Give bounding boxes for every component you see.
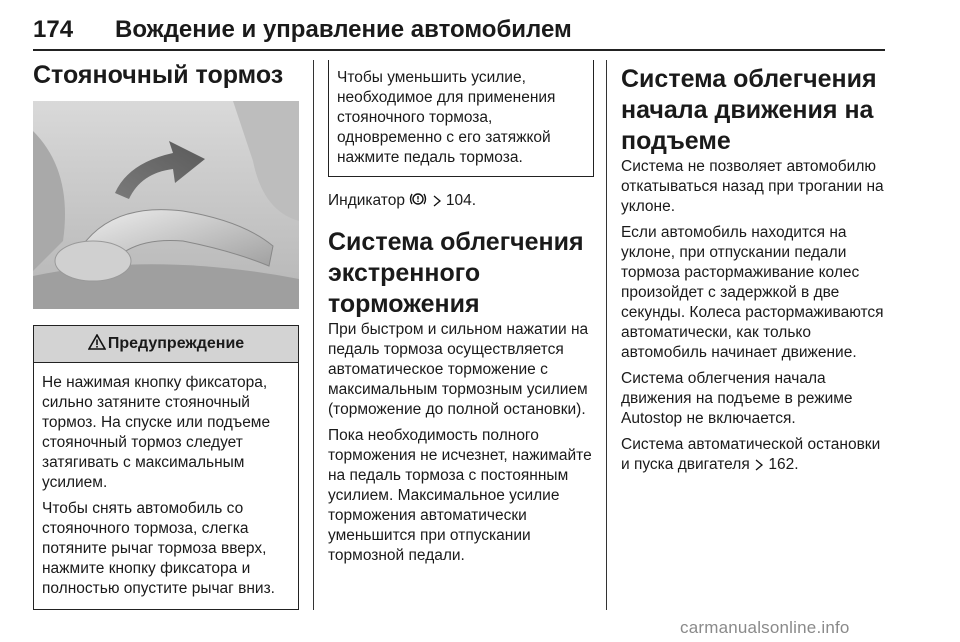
brake-warning-icon (409, 191, 427, 213)
parking-brake-lever-icon (33, 101, 299, 309)
watermark: carmanualsonline.info (680, 618, 850, 637)
page-number: 174 (33, 16, 74, 43)
warning-header (34, 326, 298, 363)
page-reference-icon (754, 457, 764, 477)
header-rule (33, 49, 885, 51)
warning-paragraph: Чтобы снять автомобиль со стояночного тормоза, слегка потяните рычаг тормоза вверх, нажмите кнопку фиксатора и полностью опустите рычаг вниз. (42, 500, 275, 597)
section-title-hill-start: Система облегчения начала движения на подъеме (621, 65, 877, 155)
page-header (33, 10, 885, 50)
warning-title: Предупреждение (107, 335, 245, 352)
column-3 (621, 60, 887, 477)
warning-paragraph: Не нажимая кнопку фиксатора, сильно затяните стояночный тормоз. На спуске или подъеме стояночный тормоз следует затягивать с максимальным усилием. (42, 374, 271, 491)
column-divider-2 (606, 60, 607, 610)
reference-text: Система автоматической остановки и пуска двигателя (621, 436, 881, 473)
section-title-emergency-brake: Система облегчения экстренного торможения (328, 228, 584, 318)
parking-brake-photo (33, 101, 299, 309)
body-paragraph: Система облегчения начала движения на подъеме в режиме Autostop не включается. (621, 370, 853, 427)
section-title-parking-brake: Стояночный тормоз (33, 61, 284, 89)
indicator-label: Индикатор (328, 192, 405, 209)
warning-triangle-icon (88, 334, 106, 355)
chapter-title: Вождение и управление автомобилем (115, 16, 572, 43)
column-1 (33, 60, 299, 610)
note-text: Чтобы уменьшить усилие, необходимое для применения стояночного тормоза, одновременно с его затяжкой нажмите педаль тормоза. (337, 69, 556, 166)
page-reference-icon (432, 193, 442, 213)
indicator-page: 104. (445, 192, 477, 209)
column-divider-1 (313, 60, 314, 610)
body-paragraph: Система не позволяет автомобилю откатываться назад при трогании на уклоне. (621, 158, 884, 215)
warning-box (33, 325, 299, 610)
body-paragraph: Если автомобиль находится на уклоне, при отпускании педали тормоза растормаживание колес произойдет с задержкой в две секунды. Колеса растормаживаются автоматически, как только автомобиль начинает движение. (621, 224, 884, 361)
body-paragraph: Пока необходимость полного торможения не исчезнет, нажимайте на педаль тормоза с постоянным усилием. Максимальное усилие торможения автоматически уменьшится при отпускании тормозной педали. (328, 427, 592, 564)
note-box (328, 60, 594, 177)
reference-page: 162. (768, 456, 799, 473)
stop-start-reference (621, 435, 887, 477)
warning-body (34, 363, 298, 609)
indicator-reference (328, 191, 594, 213)
column-2 (328, 60, 594, 566)
body-paragraph: При быстром и сильном нажатии на педаль тормоза осуществляется автоматическое торможение с максимальным тормозным усилием (торможение до полной остановки). (328, 321, 589, 418)
